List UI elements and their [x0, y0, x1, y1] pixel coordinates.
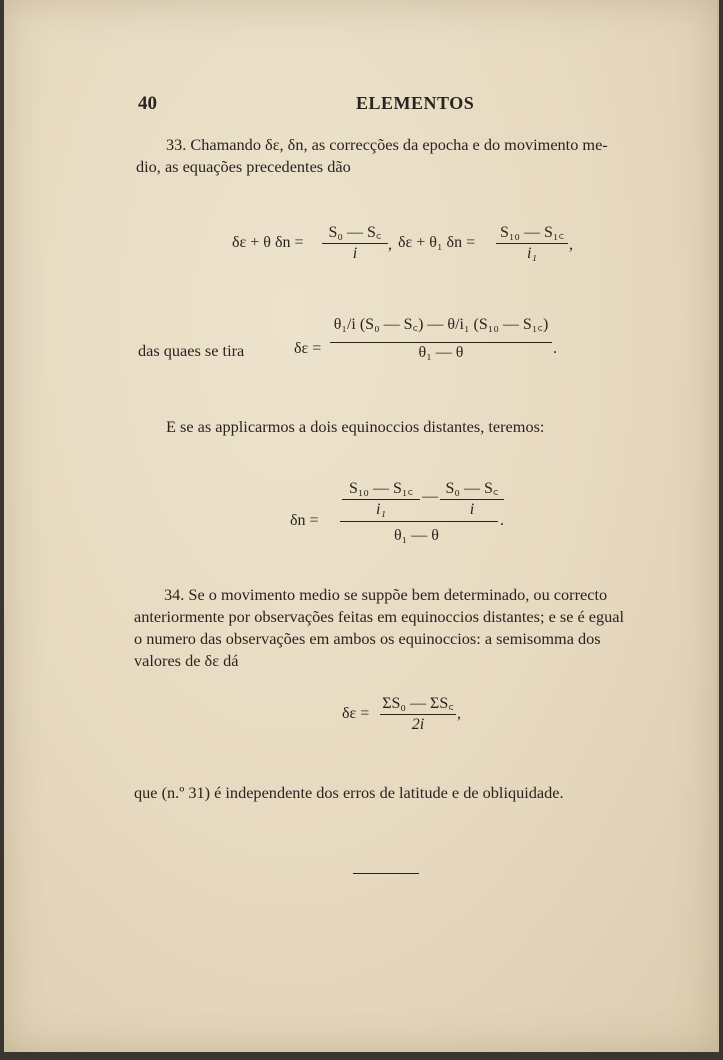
- eq3-num-b-denominator: i: [469, 501, 475, 518]
- eq1-right-denominator: i₁: [526, 245, 537, 262]
- page-number: 40: [138, 93, 157, 114]
- eq4-denominator: 2i: [411, 716, 425, 733]
- eq4-end: ,: [457, 705, 461, 722]
- fraction-bar: [380, 714, 456, 715]
- para-33-line-2: dio, as equações precedentes dão: [136, 157, 351, 176]
- para-34-line-1: 34. Se o movimento medio se suppõe bem determinado, ou correcto: [164, 585, 608, 604]
- fraction-bar: [440, 499, 504, 500]
- section-end-rule: [353, 873, 419, 874]
- eq2-lhs: δε =: [294, 340, 322, 357]
- eq3-end: .: [500, 512, 504, 529]
- final-line: que (n.º 31) é independente dos erros de latitude e de obliquidade.: [134, 783, 564, 802]
- eq3-num-b-fraction: [440, 476, 504, 519]
- fraction-bar: [342, 499, 420, 500]
- fraction-bar: [322, 243, 388, 244]
- running-head: ELEMENTOS: [356, 93, 475, 113]
- book-page: [4, 0, 719, 1052]
- eq1-separator: ,: [388, 236, 392, 253]
- para-33-line-1: 33. Chamando δε, δn, as correcções da epocha e do movimento me-: [166, 135, 608, 154]
- fraction-bar: [496, 243, 568, 244]
- fraction-bar: [330, 342, 552, 343]
- eq3-minus: —: [422, 488, 438, 505]
- eq1-right-fraction: [496, 220, 568, 263]
- eq3-main-fraction-bar: [340, 521, 498, 522]
- para-34-line-3: o numero das observações em ambos os equinoccios: a semisomma dos: [134, 629, 601, 648]
- eq1-left-denominator: i: [352, 245, 358, 262]
- eq2-numerator: θ₁/i (S₀ — S꜀) — θ/i₁ (S₁₀ — S₁꜀): [333, 316, 549, 333]
- eq2-lead-text: das quaes se tira: [138, 341, 245, 360]
- eq4-numerator: ΣS₀ — ΣS꜀: [382, 695, 454, 712]
- eq2-fraction: [330, 312, 552, 362]
- eq1-left-numerator: S₀ — S꜀: [328, 224, 382, 241]
- eq1-right-numerator: S₁₀ — S₁꜀: [499, 224, 565, 241]
- eq1-left-fraction: [322, 220, 388, 263]
- eq3-num-a-numerator: S₁₀ — S₁꜀: [348, 480, 414, 497]
- eq3-num-a-denominator: i₁: [375, 501, 386, 518]
- para-34-line-4: valores de δε dá: [134, 651, 239, 670]
- para-34-line-2: anteriormente por observações feitas em equinoccios distantes; e se é egual: [134, 607, 625, 626]
- eq3-num-a-fraction: [342, 476, 420, 519]
- para-e-text: E se as applicarmos a dois equinoccios distantes, teremos:: [166, 417, 545, 436]
- eq1-right-lhs: δε + θ₁ δn =: [398, 234, 476, 251]
- eq2-denominator: θ₁ — θ: [418, 344, 464, 361]
- eq2-end: .: [553, 340, 557, 357]
- eq1-left-lhs: δε + θ δn =: [232, 234, 304, 251]
- eq4-lhs: δε =: [342, 705, 370, 722]
- eq3-denominator: θ₁ — θ: [394, 527, 439, 544]
- eq3-num-b-numerator: S₀ — S꜀: [445, 480, 499, 497]
- eq4-fraction: [380, 691, 456, 734]
- eq1-end: ,: [569, 236, 573, 253]
- eq3-lhs: δn =: [290, 512, 319, 529]
